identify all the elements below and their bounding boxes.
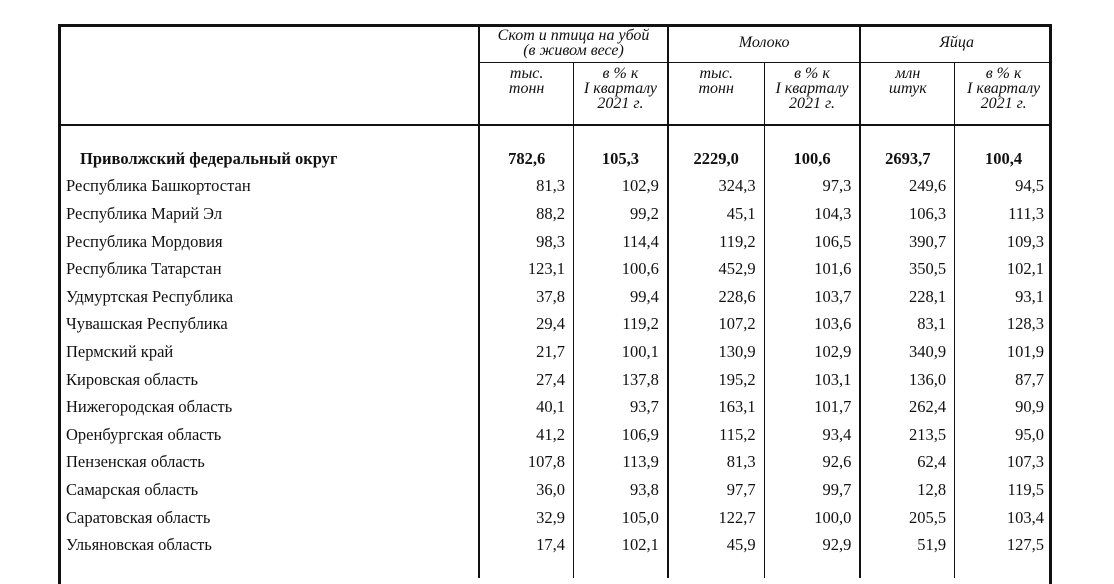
table-row [58,393,1052,421]
table-row [58,503,1052,531]
value-cell: 103,6 [764,310,860,338]
header-sub-cell [860,63,954,125]
value-cell: 228,1 [860,282,954,310]
header-sub-cell [955,63,1052,125]
value-cell: 12,8 [860,476,954,504]
value-cell: 88,2 [479,200,573,228]
header-sub-label: млн [895,65,921,82]
value-cell: 81,3 [479,172,573,200]
filler-cell [58,558,479,578]
value-cell: 36,0 [479,476,573,504]
header-sub-label: I кварталу [775,80,849,97]
table-body-filler [58,558,1052,578]
value-cell: 95,0 [955,420,1052,448]
value-cell: 324,3 [668,172,764,200]
filler-cell [860,558,954,578]
value-cell: 101,7 [764,393,860,421]
value-cell: 340,9 [860,338,954,366]
value-cell: 99,7 [764,476,860,504]
table-row [58,200,1052,228]
value-cell: 136,0 [860,365,954,393]
value-cell: 103,1 [764,365,860,393]
value-cell: 105,3 [574,131,668,173]
value-cell: 123,1 [479,255,573,283]
value-cell: 107,2 [668,310,764,338]
region-name: Самарская область [66,479,199,499]
value-cell: 213,5 [860,420,954,448]
value-cell: 51,9 [860,531,954,559]
region-name: Удмуртская Республика [66,286,234,306]
header-sub-label: тонн [508,80,545,97]
value-cell: 92,9 [764,531,860,559]
value-cell: 97,3 [764,172,860,200]
value-cell: 262,4 [860,393,954,421]
header-sub-label: тонн [698,80,734,97]
header-sub-label: штук [888,80,927,97]
value-cell: 390,7 [860,227,954,255]
header-sub-label: I кварталу [967,80,1041,97]
value-cell: 103,7 [764,282,860,310]
value-cell: 32,9 [479,503,573,531]
value-cell: 83,1 [860,310,954,338]
value-cell: 350,5 [860,255,954,283]
region-name: Пермский край [66,341,174,361]
value-cell: 62,4 [860,448,954,476]
header-sub-label: 2021 г. [597,95,644,112]
value-cell: 90,9 [955,393,1052,421]
value-cell: 114,4 [574,227,668,255]
value-cell: 249,6 [860,172,954,200]
value-cell: 106,3 [860,200,954,228]
table-row [58,476,1052,504]
filler-cell [955,558,1052,578]
value-cell: 99,2 [574,200,668,228]
table-row [58,227,1052,255]
value-cell: 99,4 [574,282,668,310]
value-cell: 119,2 [574,310,668,338]
value-cell: 452,9 [668,255,764,283]
value-cell: 40,1 [479,393,573,421]
value-cell: 119,5 [955,476,1052,504]
value-cell: 130,9 [668,338,764,366]
value-cell: 102,1 [574,531,668,559]
value-cell: 94,5 [955,172,1052,200]
value-cell: 81,3 [668,448,764,476]
value-cell: 122,7 [668,503,764,531]
value-cell: 27,4 [479,365,573,393]
table-row [58,172,1052,200]
region-name: Нижегородская область [66,397,233,417]
region-name: Республика Башкортостан [66,176,251,196]
table-row [58,255,1052,283]
header-group-livestock [479,24,668,63]
value-cell: 37,8 [479,282,573,310]
value-cell: 163,1 [668,393,764,421]
value-cell: 106,5 [764,227,860,255]
value-cell: 21,7 [479,338,573,366]
value-cell: 102,9 [764,338,860,366]
header-sub-label: 2021 г. [980,95,1027,112]
header-sub-cell [479,63,573,125]
region-name: Пензенская область [66,452,205,472]
table-row-filler [58,558,1052,578]
value-cell: 45,1 [668,200,764,228]
region-name: Республика Мордовия [66,231,223,251]
value-cell: 100,6 [574,255,668,283]
value-cell: 205,5 [860,503,954,531]
value-cell: 93,4 [764,420,860,448]
value-cell: 115,2 [668,420,764,448]
table-row [58,310,1052,338]
region-name: Оренбургская область [66,424,222,444]
value-cell: 2693,7 [860,131,954,173]
value-cell: 106,9 [574,420,668,448]
table-row [58,448,1052,476]
value-cell: 102,1 [955,255,1052,283]
value-cell: 128,3 [955,310,1052,338]
value-cell: 93,8 [574,476,668,504]
header-sub-label: тыс. [509,65,544,82]
header-group-label: Молоко [738,34,790,51]
header-sub-label: в % к [794,65,830,82]
value-cell: 228,6 [668,282,764,310]
table-row [58,338,1052,366]
table-row [58,365,1052,393]
header-group-label: (в живом весе) [523,42,624,59]
header-sub-label: 2021 г. [788,95,836,112]
header-sub-label: в % к [985,65,1022,82]
value-cell: 113,9 [574,448,668,476]
table-header [58,24,1052,131]
header-sub-cell [764,63,860,125]
value-cell: 101,9 [955,338,1052,366]
value-cell: 109,3 [955,227,1052,255]
header-sub-label: в % к [602,65,639,82]
header-group-row [58,24,1052,63]
filler-cell [764,558,860,578]
region-name: Республика Марий Эл [66,203,223,223]
header-sub-cell [574,63,668,125]
header-sub-cell [668,63,764,125]
table-body [58,131,1052,173]
filler-cell [479,558,573,578]
value-cell: 41,2 [479,420,573,448]
table-body-regions [58,172,1052,558]
header-sub-label: I кварталу [583,80,657,97]
value-cell: 103,4 [955,503,1052,531]
value-cell: 102,9 [574,172,668,200]
value-cell: 2229,0 [668,131,764,173]
header-group-eggs [860,24,1052,63]
value-cell: 107,8 [479,448,573,476]
value-cell: 782,6 [479,131,573,173]
table-row [58,282,1052,310]
value-cell: 100,0 [764,503,860,531]
value-cell: 93,1 [955,282,1052,310]
value-cell: 137,8 [574,365,668,393]
value-cell: 119,2 [668,227,764,255]
header-group-milk [668,24,861,63]
table-row [58,531,1052,559]
header-group-label: Скот и птица на убой [497,27,650,44]
region-name: Саратовская область [66,507,211,527]
value-cell: 92,6 [764,448,860,476]
filler-cell [574,558,668,578]
table-row-total [58,131,1052,173]
regional-production-table [58,24,1052,578]
value-cell: 97,7 [668,476,764,504]
value-cell: 100,1 [574,338,668,366]
value-cell: 100,6 [764,131,860,173]
header-sub-label: тыс. [699,65,733,82]
value-cell: 45,9 [668,531,764,559]
value-cell: 100,4 [955,131,1052,173]
region-name: Республика Татарстан [66,259,222,279]
region-name: Кировская область [66,369,199,389]
value-cell: 111,3 [955,200,1052,228]
table-row [58,420,1052,448]
value-cell: 17,4 [479,531,573,559]
value-cell: 101,6 [764,255,860,283]
value-cell: 105,0 [574,503,668,531]
region-name: Ульяновская область [66,535,212,555]
value-cell: 195,2 [668,365,764,393]
value-cell: 29,4 [479,310,573,338]
region-name: Чувашская Республика [66,314,228,334]
filler-cell [668,558,764,578]
value-cell: 104,3 [764,200,860,228]
value-cell: 127,5 [955,531,1052,559]
region-name: Приволжский федеральный округ [80,148,338,168]
header-region-cell [58,24,479,125]
value-cell: 107,3 [955,448,1052,476]
value-cell: 98,3 [479,227,573,255]
value-cell: 87,7 [955,365,1052,393]
value-cell: 93,7 [574,393,668,421]
header-group-label: Яйца [939,34,975,51]
